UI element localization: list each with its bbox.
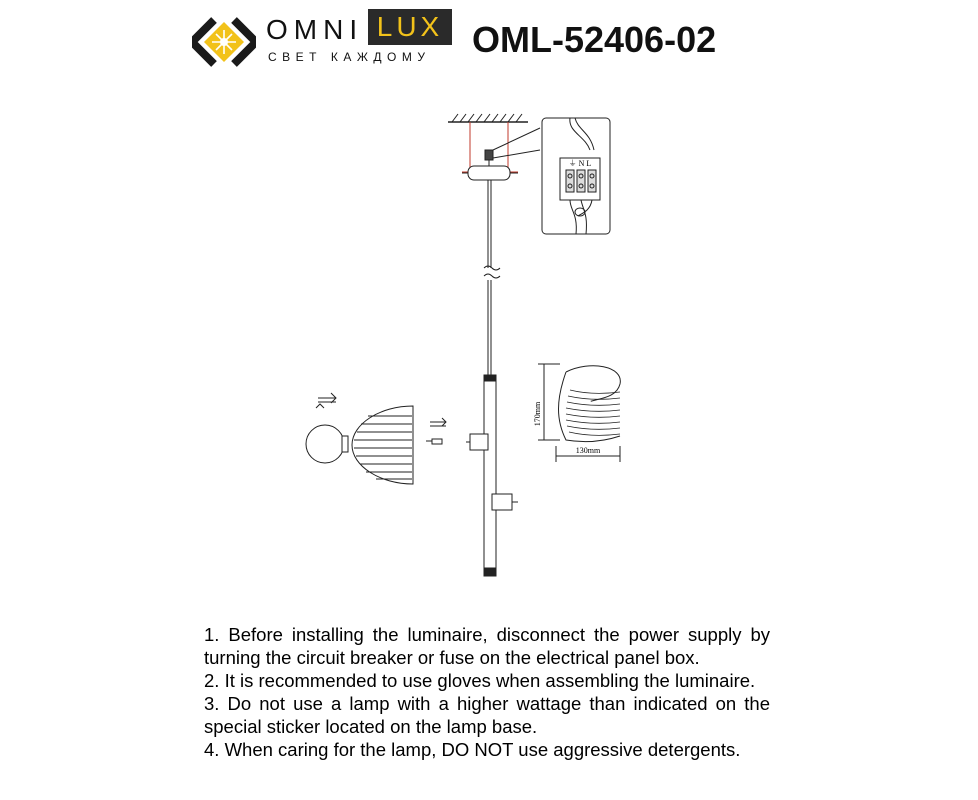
terminal-labels: ⏚ N L	[568, 159, 592, 168]
instruction-1: 1. Before installing the luminaire, disconnect the power supply by turning the circuit breaker or fuse on the electrical panel box.	[204, 624, 770, 668]
safety-instructions	[204, 623, 770, 761]
dimension-width: 130mm	[575, 446, 601, 455]
ceiling-hatch	[448, 114, 528, 122]
instruction-3: 3. Do not use a lamp with a higher wattage than indicated on the special sticker located on the lamp base.	[204, 693, 770, 737]
dimension-height: 170mm	[533, 401, 542, 427]
brand-omni-text: OMNI	[266, 14, 364, 45]
brand-lux-text: LUX	[368, 9, 452, 45]
model-number: OML-52406-02	[472, 19, 717, 60]
instruction-2: 2. It is recommended to use gloves when assembling the luminaire.	[204, 670, 756, 691]
instruction-4: 4. When caring for the lamp, DO NOT use aggressive detergents.	[204, 739, 741, 760]
brand-tagline: СВЕТ КАЖДОМУ	[268, 50, 431, 64]
